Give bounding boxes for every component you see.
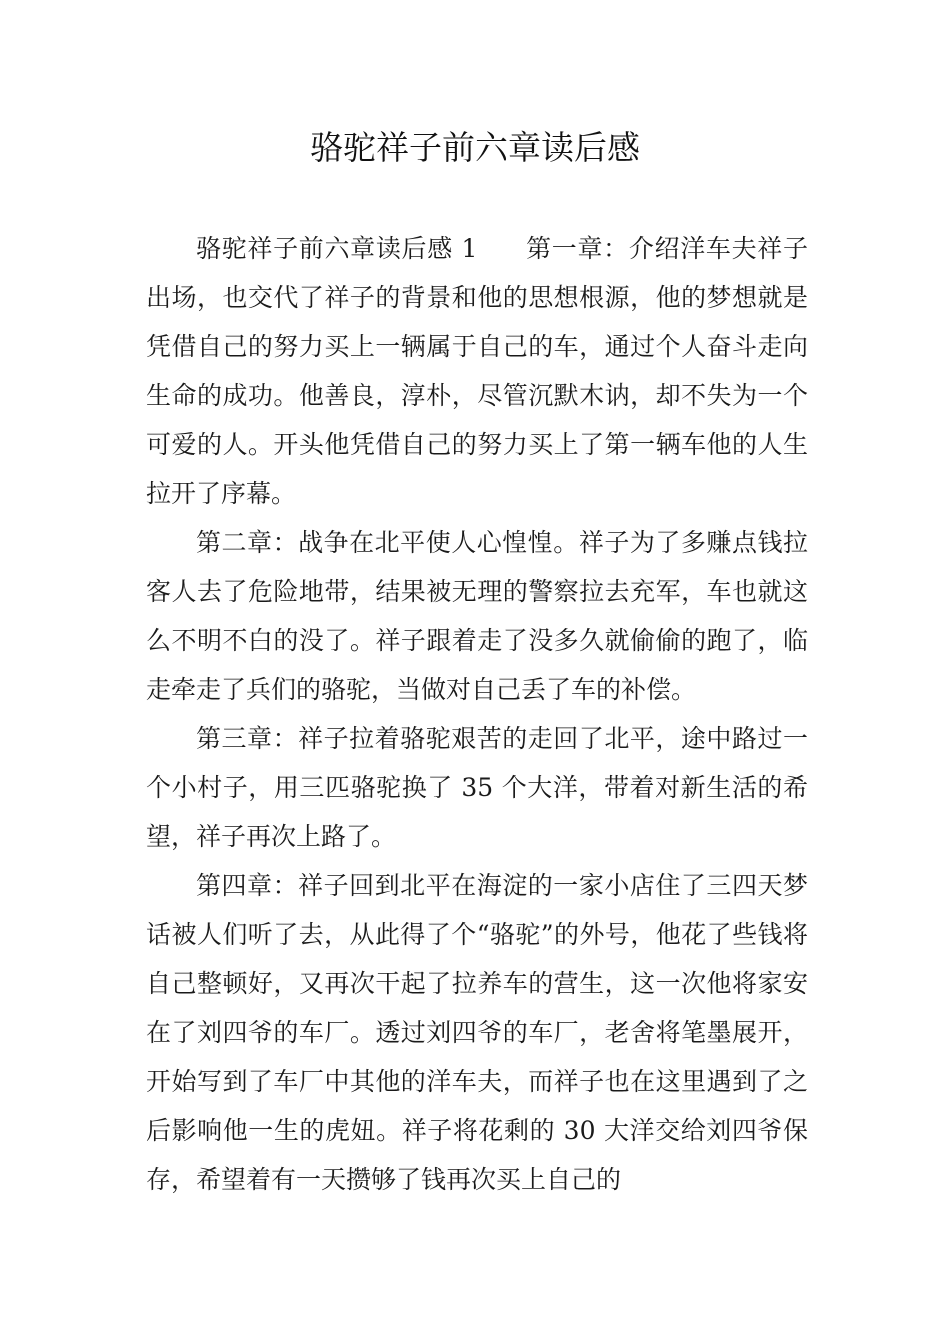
paragraph-1-heading: 骆驼祥子前六章读后感 1 bbox=[196, 234, 478, 263]
document-title: 骆驼祥子前六章读后感 bbox=[310, 128, 640, 167]
document-body bbox=[146, 224, 808, 1204]
paragraph-1-text: 第一章：介绍洋车夫祥子出场，也交代了祥子的背景和他的思想根源，他的梦想就是凭借自己的努力买上一辆属于自己的车，通过个人奋斗走向生命的成功。他善良，淳朴，尽管沉默木讷，却不失为一个可爱的人。开头他凭借自己的努力买上了第一辆车他的人生拉开了序幕。 bbox=[146, 234, 808, 508]
paragraph-1 bbox=[146, 224, 808, 518]
paragraph-2: 第二章：战争在北平使人心惶惶。祥子为了多赚点钱拉客人去了危险地带，结果被无理的警察拉去充军，车也就这么不明不白的没了。祥子跟着走了没多久就偷偷的跑了，临走牵走了兵们的骆驼，当做对自己丢了车的补偿。 bbox=[146, 528, 808, 704]
paragraph-4: 第四章：祥子回到北平在海淀的一家小店住了三四天梦话被人们听了去，从此得了个“骆驼”的外号，他花了些钱将自己整顿好，又再次干起了拉养车的营生，这一次他将家安在了刘四爷的车厂。透过刘四爷的车厂，老舍将笔墨展开，开始写到了车厂中其他的洋车夫，而祥子也在这里遇到了之后影响他一生的虎妞。祥子将花剩的 30 大洋交给刘四爷保存，希望着有一天攒够了钱再次买上自己的 bbox=[146, 871, 808, 1194]
paragraph-3: 第三章：祥子拉着骆驼艰苦的走回了北平，途中路过一个小村子，用三匹骆驼换了 35 个大洋，带着对新生活的希望，祥子再次上路了。 bbox=[146, 724, 808, 851]
